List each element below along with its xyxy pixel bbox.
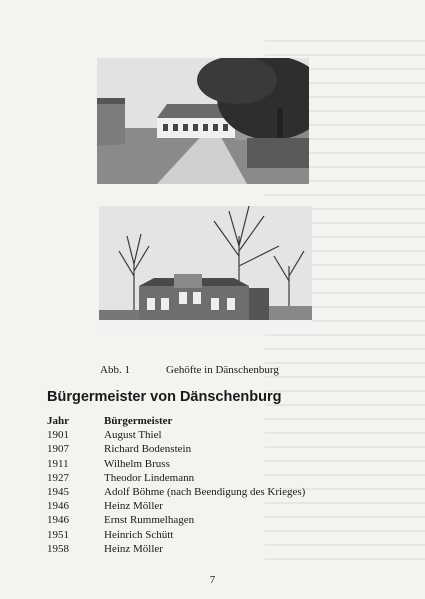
mayor-cell: Adolf Böhme (nach Beendigung des Krieges) — [104, 485, 306, 498]
section-heading: Bürgermeister von Dänschenburg — [47, 389, 282, 405]
mayor-cell: Heinrich Schütt — [104, 528, 174, 541]
mayor-cell: Richard Bodenstein — [104, 443, 192, 456]
figure-caption-text: Gehöfte in Dänschenburg — [166, 364, 279, 376]
table-row — [47, 457, 305, 471]
table-row — [47, 485, 305, 499]
header-mayor: Bürgermeister — [104, 415, 173, 427]
table-row — [47, 442, 305, 456]
table-header-row — [47, 414, 305, 428]
header-year: Jahr — [47, 415, 69, 427]
table-row — [47, 471, 305, 485]
year-cell: 1958 — [47, 542, 69, 555]
year-cell: 1945 — [47, 485, 69, 498]
mayor-cell: August Thiel — [104, 429, 162, 442]
table-row — [47, 542, 305, 556]
year-cell: 1951 — [47, 528, 69, 541]
year-cell: 1907 — [47, 443, 69, 456]
table-row — [47, 428, 305, 442]
mayor-cell: Heinz Möller — [104, 542, 163, 555]
farmstead-photo — [97, 58, 309, 184]
table-row — [47, 499, 305, 513]
year-cell: 1946 — [47, 500, 69, 513]
table-row — [47, 528, 305, 542]
mayor-cell: Theodor Lindemann — [104, 471, 195, 484]
mayor-cell: Ernst Rummelhagen — [104, 514, 195, 527]
year-cell: 1946 — [47, 514, 69, 527]
figure-number: Abb. 1 — [100, 364, 130, 376]
year-cell: 1901 — [47, 429, 69, 442]
year-cell: 1911 — [47, 457, 69, 470]
mayor-cell: Wilhelm Bruss — [104, 457, 170, 470]
page-number: 7 — [209, 574, 216, 586]
mayor-table — [47, 414, 305, 556]
mayor-cell: Heinz Möller — [104, 500, 163, 513]
manor-house-photo — [99, 206, 312, 334]
figure-caption — [100, 364, 279, 376]
table-row — [47, 513, 305, 527]
year-cell: 1927 — [47, 471, 69, 484]
